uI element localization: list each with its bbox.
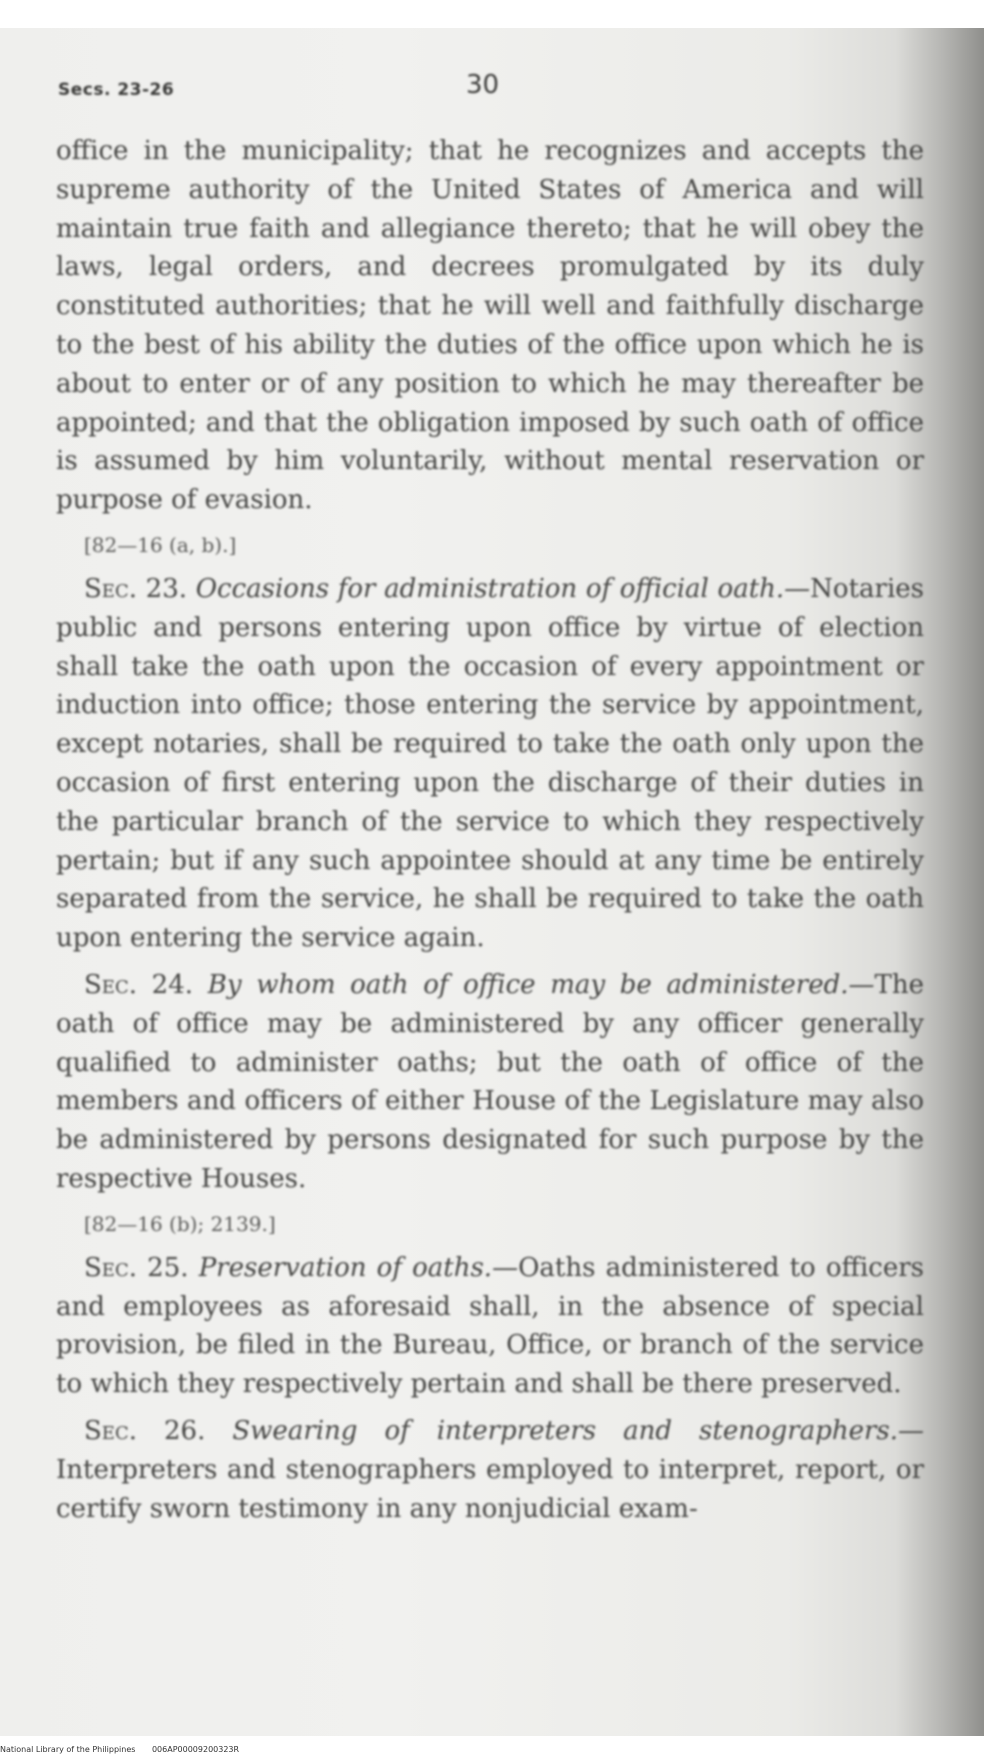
- section-label: Sec. 24.: [84, 969, 194, 1000]
- document-page: [56, 68, 924, 1536]
- section-title: By whom oath of office may be administered.—: [207, 969, 875, 1000]
- section-23: [56, 570, 924, 958]
- section-text: The oath of office may be administered by any officer generally qualified to administer oaths; but the oath of office of the members and officers of either House of the Legislature may also be administered by persons designated for such purpose by the respective Houses.: [56, 969, 924, 1194]
- section-range-heading: Secs. 23-26: [58, 80, 175, 100]
- section-text: Notaries public and persons entering upon office by virtue of election shall take the oath upon the occasion of every appointment or induction into office; those entering the service by appointment, except notaries, shall be required to take the oath only upon the occasion of first entering upon the discharge of their duties in the particular branch of the service to which they respectively pertain; but if any such appointee should at any time be entirely separated from the service, he shall be required to take the oath upon entering the service again.: [56, 573, 924, 954]
- section-text: Oaths administered to officers and employees as aforesaid shall, in the absence of special provision, be filed in the Bureau, Office, or branch of the service to which they respectively pertain and shall be there preserved.: [56, 1252, 924, 1400]
- section-26: [56, 1412, 924, 1528]
- citation: [82—16 (b); 2139.]: [84, 1211, 276, 1236]
- section-label: Sec. 26.: [84, 1415, 206, 1446]
- section-24: [56, 966, 924, 1199]
- section-title: Occasions for administration of official oath.—: [195, 573, 811, 604]
- page-number: 30: [466, 70, 500, 100]
- section-label: Sec. 25.: [84, 1252, 189, 1283]
- citation: [82—16 (a, b).]: [84, 532, 237, 557]
- section-title: Preservation of oaths.—: [198, 1252, 519, 1283]
- scan-footer: [0, 1745, 239, 1754]
- section-text: Interpreters and stenographers employed to interpret, report, or certify sworn testimony in any nonjudicial exam-: [56, 1454, 924, 1524]
- page-body: [56, 132, 924, 1528]
- library-credit: National Library of the Philippines: [0, 1745, 136, 1754]
- page-header: [56, 68, 924, 112]
- section-label: Sec. 23.: [84, 573, 188, 604]
- section-title: Swearing of interpreters and stenographers.—: [232, 1415, 924, 1446]
- section-25: [56, 1249, 924, 1404]
- paragraph-oath-continuation: office in the municipality; that he recognizes and accepts the supreme authority of the United States of America and will maintain true faith and allegiance thereto; that he will obey the laws, legal orders, and decrees promulgated by its duly constituted authorities; that he will well and faithfully discharge to the best of his ability the duties of the office upon which he is about to enter or of any position to which he may thereafter be appointed; and that the obligation imposed by such oath of office is assumed by him voluntarily, without mental reservation or purpose of evasion.: [56, 136, 924, 516]
- scan-code: 006AP00009200323R: [151, 1745, 240, 1754]
